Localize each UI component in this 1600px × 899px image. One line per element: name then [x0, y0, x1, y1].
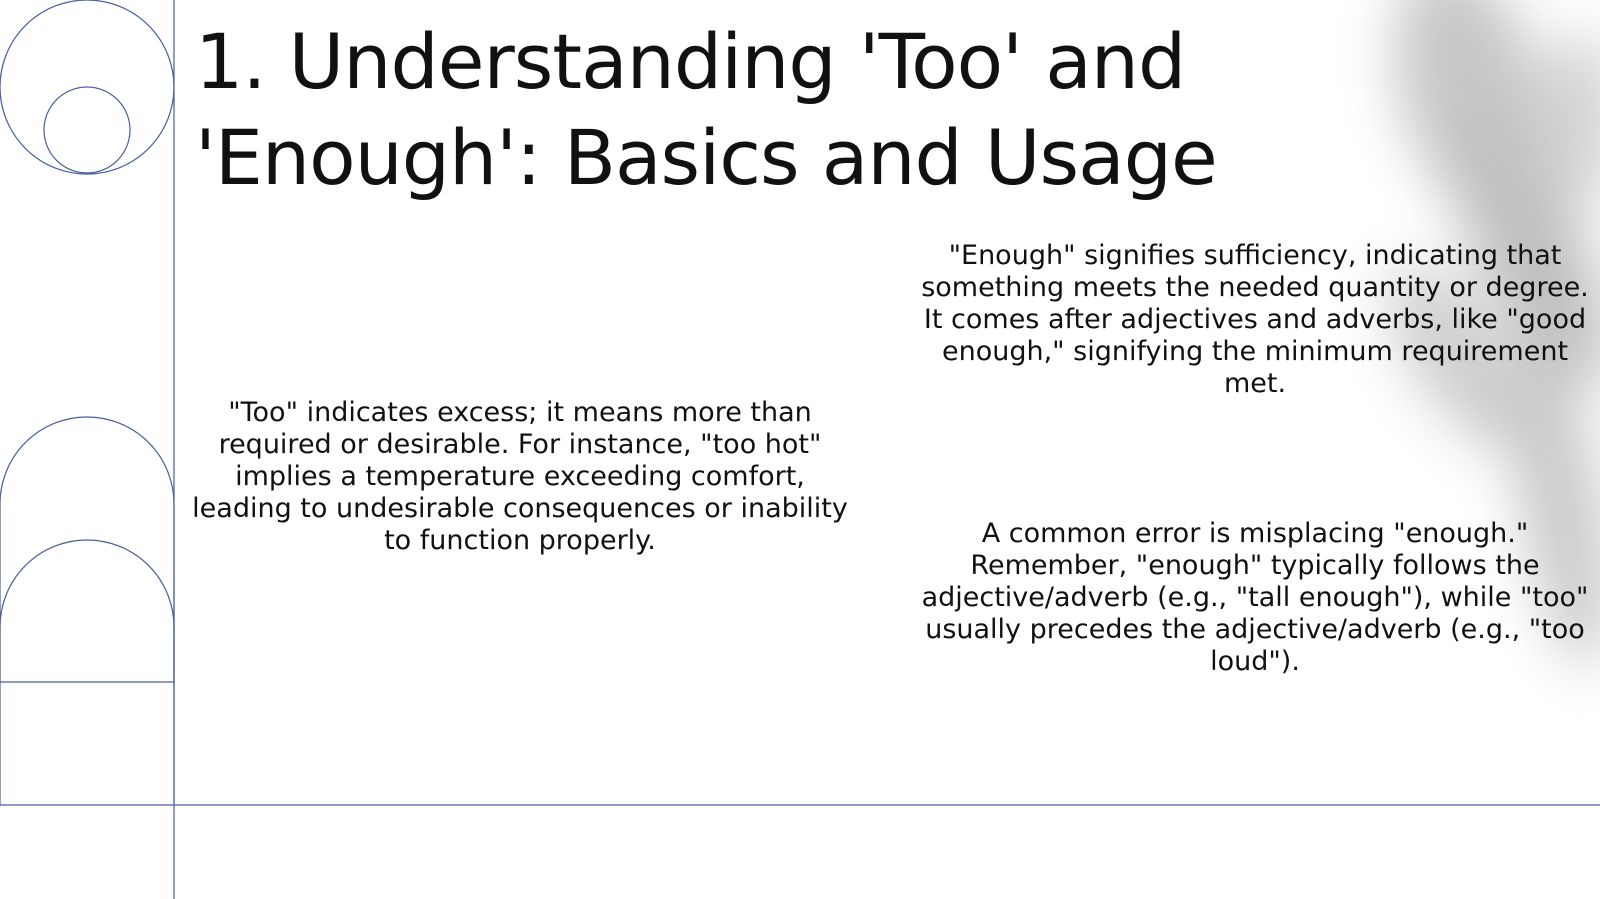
inner-circle-decoration	[44, 87, 130, 173]
slide-title: 1. Understanding 'Too' and 'Enough': Basics and Usage	[195, 17, 1217, 202]
lower-arch-decoration	[0, 540, 174, 682]
too-explanation-text: "Too" indicates excess; it means more than required or desirable. For instance, "too hot" implies a temperature exceeding comfort, leading to undesirable consequences or inability to function properly.	[192, 397, 848, 556]
enough-explanation-text: "Enough" signifies sufficiency, indicating that something meets the needed quantity or degree. It comes after adjectives and adverbs, like "good enough," signifying the minimum requirement met.	[921, 240, 1589, 399]
upper-arch-decoration	[0, 417, 174, 805]
common-error-text: A common error is misplacing "enough." Remember, "enough" typically follows the adjective/adverb (e.g., "tall enough"), while "too" usually precedes the adjective/adverb (e.g., "too loud").	[921, 518, 1589, 677]
